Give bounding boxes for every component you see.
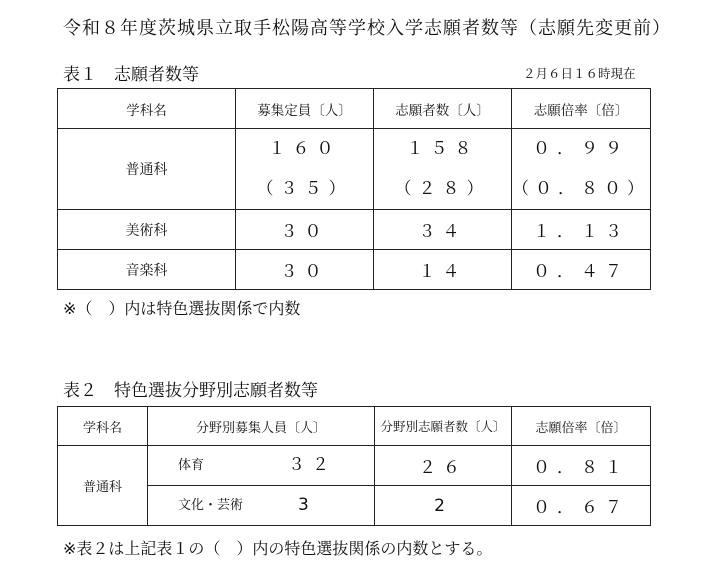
ratio-value: ０．９９ [533, 139, 629, 159]
table1-note: ※（ ）内は特色選抜関係で内数 [63, 299, 301, 318]
field-name: 文化・芸術 [178, 498, 244, 513]
field-applicants-cell: 2 [375, 486, 512, 526]
dept-name-cell: 普通科 [58, 129, 236, 210]
dept-name-cell: 普通科 [58, 446, 148, 526]
table1-header-cell: 志願者数〔人〕 [374, 89, 512, 129]
capacity-cell: ３０ [236, 210, 374, 250]
dept-name-cell: 美術科 [58, 210, 236, 250]
field-capacity-cell [148, 486, 375, 526]
table2-header-cell: 志願倍率〔倍〕 [512, 407, 651, 446]
table2-header-row [58, 407, 651, 446]
applicants-cell: ３４ [374, 210, 512, 250]
table-row [58, 210, 651, 250]
page-title: 令和８年度茨城県立取手松陽高等学校入学志願者数等（志願先変更前） [63, 18, 671, 39]
table2-header-cell: 分野別志願者数〔人〕 [375, 407, 512, 446]
table2-header-cell: 学科名 [58, 407, 148, 446]
field-capacity: 3 [298, 495, 316, 515]
field-name: 体育 [178, 458, 205, 473]
table1 [57, 88, 651, 290]
applicants-cell: １４ [374, 250, 512, 290]
field-applicants-cell: ２６ [375, 446, 512, 486]
field-capacity-cell [148, 446, 375, 486]
table1-header-row [58, 89, 651, 129]
table2-header-cell: 分野別募集人員〔人〕 [148, 407, 375, 446]
field-ratio-cell: ０．８１ [512, 446, 651, 486]
capacity-cell: ３０ [236, 250, 374, 290]
table1-caption: 表１ 志願者数等 [63, 65, 199, 85]
applicants-value: １５８ [406, 139, 479, 159]
capacity-cell [236, 129, 374, 210]
ratio-sub-value: （０．８０） [512, 179, 650, 199]
table1-header-cell: 学科名 [58, 89, 236, 129]
table1-date: ２月６日１６時現在 [523, 66, 636, 81]
table1-header-cell: 志願倍率〔倍〕 [512, 89, 651, 129]
ratio-cell: １．１３ [512, 210, 651, 250]
capacity-value: １６０ [268, 139, 341, 159]
dept-name-cell: 音楽科 [58, 250, 236, 290]
capacity-sub-value: （３５） [256, 179, 353, 199]
table2-note: ※表２は上記表１の（ ）内の特色選抜関係の内数とする。 [63, 539, 493, 558]
field-ratio-cell: ０．６７ [512, 486, 651, 526]
table1-header-cell: 募集定員〔人〕 [236, 89, 374, 129]
table-row [58, 446, 651, 486]
ratio-cell [512, 129, 651, 210]
table-row [58, 250, 651, 290]
table-row [58, 129, 651, 210]
field-capacity: ３２ [288, 455, 336, 475]
table2-caption: 表２ 特色選抜分野別志願者数等 [63, 381, 318, 401]
ratio-cell: ０．４７ [512, 250, 651, 290]
applicants-cell [374, 129, 512, 210]
table2 [57, 406, 651, 526]
applicants-sub-value: （２８） [394, 179, 491, 199]
